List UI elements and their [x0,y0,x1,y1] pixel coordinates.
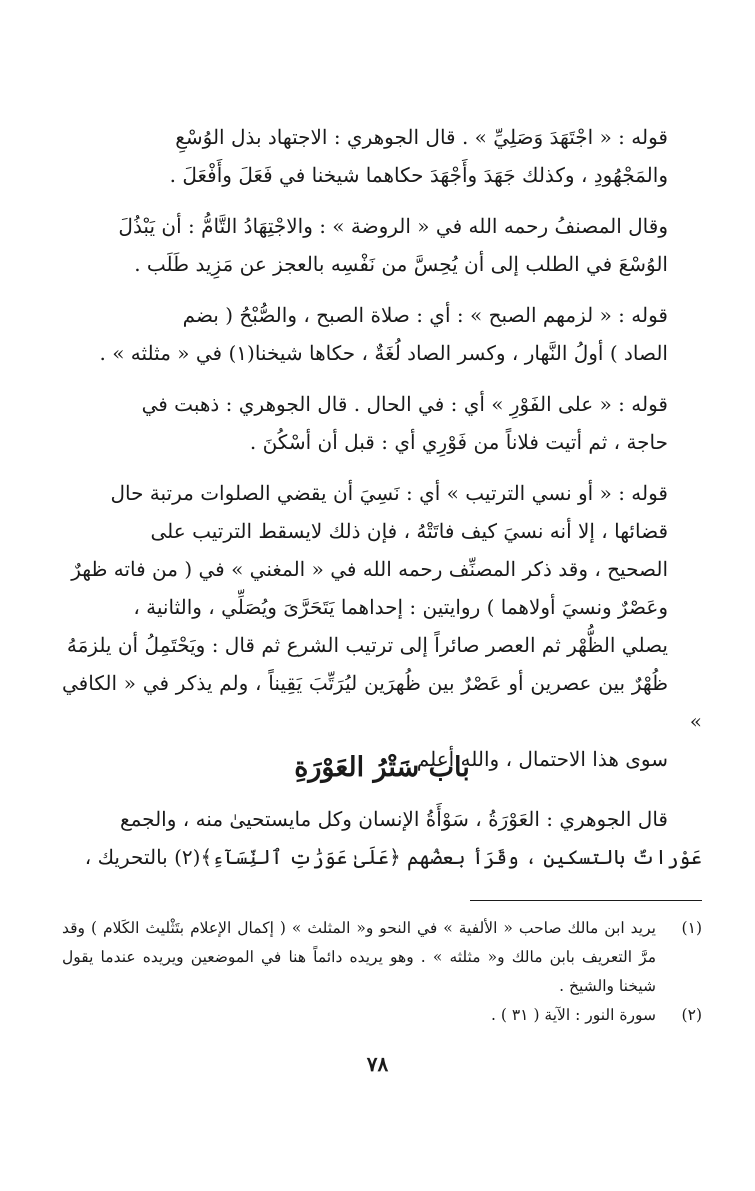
page-number: ٧٨ [366,1052,389,1076]
footnote-1 [62,914,702,1001]
text-line: يصلي الظُّهْر ثم العصر صائراً إلى ترتيب الشرع ثم قال : ويَحْتَمِلُ أن يلزمَهُ [66,633,668,657]
text-line: قوله : « على الفَوْرِ » أي : في الحال . قال الجوهري : ذهبت في [141,392,668,416]
paragraph-ijtahada [62,118,702,194]
chapter-heading: باب سَتْرُ العَوْرَةِ [294,752,470,783]
text-line: حاجة ، ثم أتيت فلاناً من فَوْرِي أي : قبل أن أسْكُنَ . [249,430,668,454]
paragraph-awra [62,800,702,876]
footnote-text: يريد ابن مالك صاحب « الألفية » في النحو و« المثلث » ( إكمال الإعلام بتَثْليث الكَلام ) وقد مرَّ التعريف بابن مالك و« مثلثه » . وهو يريده دائماً هنا في الموضعين ويريده عندما يقول شيخنا والشيخ . [62,919,656,995]
footnote-2 [62,1001,702,1030]
footnote-divider [470,900,702,901]
text-line: قوله : « أو نسي الترتيب » أي : نَسِيَ أن يقضي الصلوات مرتبة حال [110,481,668,505]
text-line: قوله : « لزمهم الصبح » : أي : صلاة الصبح ، والصُّبْحُ ( بضم [182,303,668,327]
paragraph-subh [62,296,702,372]
text-line: والمَجْهُودِ ، وكذلك جَهَدَ وأَجْهَدَ حكاهما شيخنا في فَعَلَ وأَفْعَلَ . [169,163,668,187]
text-line: قوله : « اجْتَهَدَ وَصَلِيِّ » . قال الجوهري : الاجتهاد بذل الوُسْعِ [175,125,668,149]
footnote-number: (١) [681,919,702,937]
text-line: قال الجوهري : العَوْرَةُ ، سَوْأَةُ الإنسان وكل مايستحيىٰ منه ، والجمع [119,807,668,831]
footnote-number: (٢) [681,1006,702,1024]
text-line: ظُهْرٌ بين عصرين أو عَصْرٌ بين ظُهرَين ليُرَتِّبَ يَقِيناً ، ولم يذكر في « الكافي » [62,671,702,733]
text-line: وقال المصنفُ رحمه الله في « الروضة » : والاجْتِهَادُ التَّامُّ : أن يَبْذُلَ [118,214,668,238]
paragraph-ijtihad-tamm [62,207,702,283]
text-line: وعَصْرٌ ونسيَ أولاهما ) روايتين : إحداهما يَتَحَرَّىَ ويُصَلِّي ، والثانية ، [133,595,668,619]
text-line: الصاد ) أولُ النَّهار ، وكسر الصاد لُغَةٌ ، حكاها شيخنا(١) في « مثلثه » . [99,341,668,365]
footnote-text: سورة النور : الآية ( ٣١ ) . [491,1006,656,1024]
text-line: سوى هذا الاحتمال ، والله أعلم . [404,747,668,771]
text-line: عَوْراتٌ بالتسكين ، وقَرَأ بعضُهم ﴿عَلَىٰ عَوَرَٰتِ ٱلنِّسَآءِ﴾(٢) بالتحريك ، [84,845,702,869]
text-line: الوُسْعَ في الطلب إلى أن يُحِسَّ من نَفْسِه بالعجز عن مَزِيد طَلَب . [134,252,668,276]
paragraph-fawr [62,385,702,461]
footnotes [62,914,702,1030]
text-line: الصحيح ، وقد ذكر المصنِّف رحمه الله في « المغني » في ( من فاته ظهرٌ [71,557,668,581]
text-line: قضائها ، إلا أنه نسيَ كيف فاتَتْهُ ، فإن ذلك لايسقط الترتيب على [150,519,668,543]
paragraph-tartib [62,474,702,778]
main-text [62,118,702,791]
